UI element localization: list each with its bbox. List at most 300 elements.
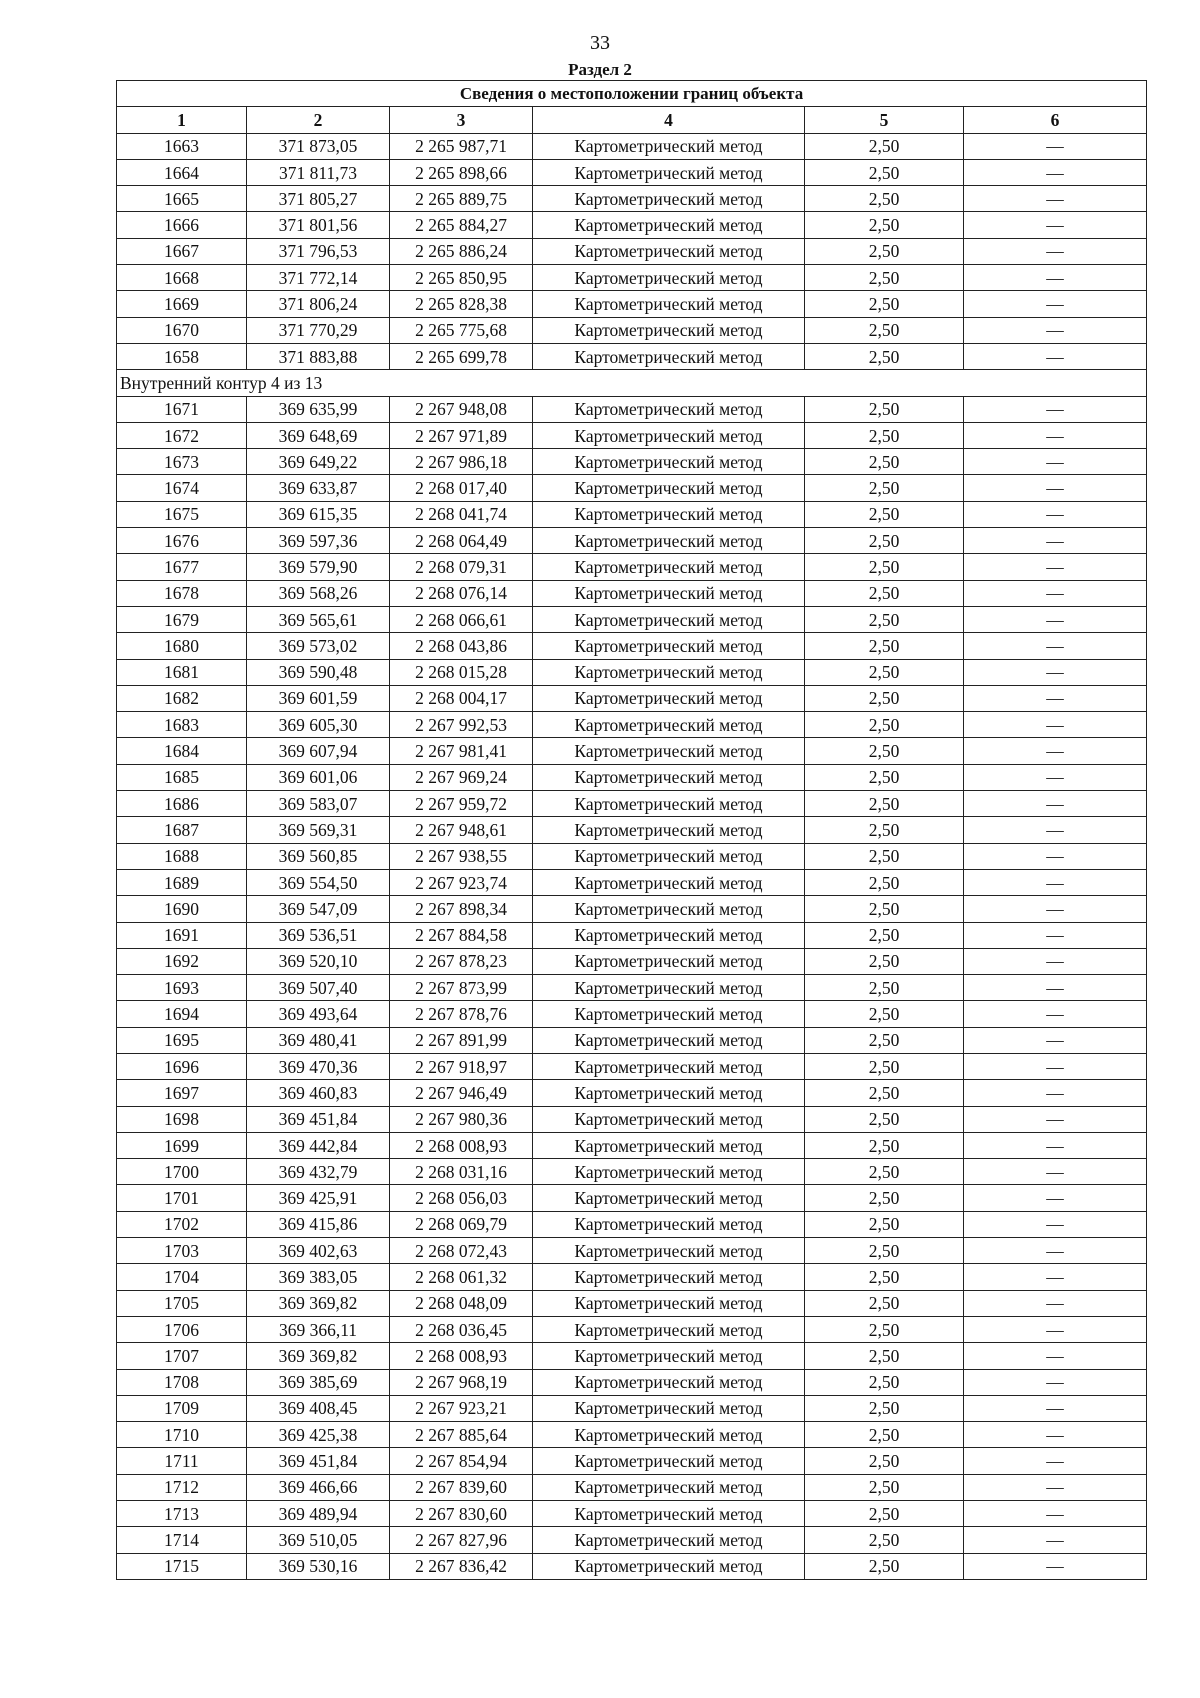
accuracy-cell: 2,50 xyxy=(805,133,964,159)
y-coordinate-cell: 2 268 064,49 xyxy=(390,528,533,554)
table-row xyxy=(117,343,1147,369)
description-cell: — xyxy=(964,449,1147,475)
method-cell: Картометрический метод xyxy=(533,606,805,632)
method-cell: Картометрический метод xyxy=(533,554,805,580)
point-number-cell: 1666 xyxy=(117,212,247,238)
accuracy-cell: 2,50 xyxy=(805,1395,964,1421)
table-row xyxy=(117,475,1147,501)
table-row xyxy=(117,449,1147,475)
description-cell: — xyxy=(964,159,1147,185)
accuracy-cell: 2,50 xyxy=(805,1053,964,1079)
method-cell: Картометрический метод xyxy=(533,1369,805,1395)
table-row xyxy=(117,1001,1147,1027)
table-row xyxy=(117,738,1147,764)
description-cell: — xyxy=(964,1501,1147,1527)
method-cell: Картометрический метод xyxy=(533,317,805,343)
table-row xyxy=(117,869,1147,895)
point-number-cell: 1699 xyxy=(117,1132,247,1158)
y-coordinate-cell: 2 268 079,31 xyxy=(390,554,533,580)
method-cell: Картометрический метод xyxy=(533,1316,805,1342)
point-number-cell: 1708 xyxy=(117,1369,247,1395)
x-coordinate-cell: 371 805,27 xyxy=(247,186,390,212)
table-row xyxy=(117,1290,1147,1316)
accuracy-cell: 2,50 xyxy=(805,1185,964,1211)
method-cell: Картометрический метод xyxy=(533,422,805,448)
description-cell: — xyxy=(964,633,1147,659)
column-header: 2 xyxy=(247,107,390,133)
x-coordinate-cell: 371 796,53 xyxy=(247,238,390,264)
y-coordinate-cell: 2 267 969,24 xyxy=(390,764,533,790)
accuracy-cell: 2,50 xyxy=(805,1106,964,1132)
method-cell: Картометрический метод xyxy=(533,1106,805,1132)
description-cell: — xyxy=(964,317,1147,343)
x-coordinate-cell: 369 635,99 xyxy=(247,396,390,422)
x-coordinate-cell: 369 369,82 xyxy=(247,1290,390,1316)
accuracy-cell: 2,50 xyxy=(805,685,964,711)
x-coordinate-cell: 369 369,82 xyxy=(247,1343,390,1369)
y-coordinate-cell: 2 267 891,99 xyxy=(390,1027,533,1053)
method-cell: Картометрический метод xyxy=(533,1159,805,1185)
method-cell: Картометрический метод xyxy=(533,791,805,817)
point-number-cell: 1698 xyxy=(117,1106,247,1132)
point-number-cell: 1675 xyxy=(117,501,247,527)
accuracy-cell: 2,50 xyxy=(805,1080,964,1106)
point-number-cell: 1676 xyxy=(117,528,247,554)
accuracy-cell: 2,50 xyxy=(805,1553,964,1579)
method-cell: Картометрический метод xyxy=(533,238,805,264)
x-coordinate-cell: 369 466,66 xyxy=(247,1474,390,1500)
accuracy-cell: 2,50 xyxy=(805,554,964,580)
x-coordinate-cell: 369 507,40 xyxy=(247,975,390,1001)
table-row xyxy=(117,1474,1147,1500)
method-cell: Картометрический метод xyxy=(533,1211,805,1237)
method-cell: Картометрический метод xyxy=(533,265,805,291)
table-row xyxy=(117,685,1147,711)
y-coordinate-cell: 2 267 830,60 xyxy=(390,1501,533,1527)
accuracy-cell: 2,50 xyxy=(805,343,964,369)
contour-row xyxy=(117,370,1147,396)
point-number-cell: 1672 xyxy=(117,422,247,448)
table-row xyxy=(117,554,1147,580)
point-number-cell: 1692 xyxy=(117,948,247,974)
description-cell: — xyxy=(964,1132,1147,1158)
description-cell: — xyxy=(964,896,1147,922)
method-cell: Картометрический метод xyxy=(533,159,805,185)
x-coordinate-cell: 369 366,11 xyxy=(247,1316,390,1342)
method-cell: Картометрический метод xyxy=(533,685,805,711)
table-row xyxy=(117,317,1147,343)
accuracy-cell: 2,50 xyxy=(805,633,964,659)
method-cell: Картометрический метод xyxy=(533,291,805,317)
description-cell: — xyxy=(964,1369,1147,1395)
x-coordinate-cell: 369 451,84 xyxy=(247,1106,390,1132)
description-cell: — xyxy=(964,1185,1147,1211)
method-cell: Картометрический метод xyxy=(533,528,805,554)
x-coordinate-cell: 369 432,79 xyxy=(247,1159,390,1185)
contour-label: Внутренний контур 4 из 13 xyxy=(117,370,1147,396)
x-coordinate-cell: 369 530,16 xyxy=(247,1553,390,1579)
method-cell: Картометрический метод xyxy=(533,475,805,501)
method-cell: Картометрический метод xyxy=(533,1448,805,1474)
point-number-cell: 1658 xyxy=(117,343,247,369)
point-number-cell: 1705 xyxy=(117,1290,247,1316)
accuracy-cell: 2,50 xyxy=(805,712,964,738)
x-coordinate-cell: 369 547,09 xyxy=(247,896,390,922)
table-row xyxy=(117,1448,1147,1474)
point-number-cell: 1709 xyxy=(117,1395,247,1421)
point-number-cell: 1665 xyxy=(117,186,247,212)
table-caption: Сведения о местоположении границ объекта xyxy=(117,81,1147,107)
accuracy-cell: 2,50 xyxy=(805,1448,964,1474)
method-cell: Картометрический метод xyxy=(533,1185,805,1211)
accuracy-cell: 2,50 xyxy=(805,606,964,632)
point-number-cell: 1669 xyxy=(117,291,247,317)
point-number-cell: 1694 xyxy=(117,1001,247,1027)
accuracy-cell: 2,50 xyxy=(805,1343,964,1369)
y-coordinate-cell: 2 267 854,94 xyxy=(390,1448,533,1474)
y-coordinate-cell: 2 265 699,78 xyxy=(390,343,533,369)
method-cell: Картометрический метод xyxy=(533,1290,805,1316)
accuracy-cell: 2,50 xyxy=(805,948,964,974)
description-cell: — xyxy=(964,343,1147,369)
description-cell: — xyxy=(964,396,1147,422)
x-coordinate-cell: 371 770,29 xyxy=(247,317,390,343)
table-row xyxy=(117,580,1147,606)
description-cell: — xyxy=(964,1316,1147,1342)
y-coordinate-cell: 2 267 836,42 xyxy=(390,1553,533,1579)
y-coordinate-cell: 2 265 828,38 xyxy=(390,291,533,317)
table-row xyxy=(117,1211,1147,1237)
y-coordinate-cell: 2 268 017,40 xyxy=(390,475,533,501)
method-cell: Картометрический метод xyxy=(533,1001,805,1027)
x-coordinate-cell: 369 615,35 xyxy=(247,501,390,527)
table-row xyxy=(117,1343,1147,1369)
description-cell: — xyxy=(964,1448,1147,1474)
x-coordinate-cell: 369 583,07 xyxy=(247,791,390,817)
table-row xyxy=(117,186,1147,212)
description-cell: — xyxy=(964,1395,1147,1421)
point-number-cell: 1678 xyxy=(117,580,247,606)
accuracy-cell: 2,50 xyxy=(805,422,964,448)
accuracy-cell: 2,50 xyxy=(805,238,964,264)
x-coordinate-cell: 369 470,36 xyxy=(247,1053,390,1079)
description-cell: — xyxy=(964,764,1147,790)
x-coordinate-cell: 369 601,59 xyxy=(247,685,390,711)
accuracy-cell: 2,50 xyxy=(805,738,964,764)
point-number-cell: 1696 xyxy=(117,1053,247,1079)
table-row xyxy=(117,1185,1147,1211)
method-cell: Картометрический метод xyxy=(533,1527,805,1553)
column-header: 1 xyxy=(117,107,247,133)
description-cell: — xyxy=(964,1474,1147,1500)
y-coordinate-cell: 2 267 938,55 xyxy=(390,843,533,869)
method-cell: Картометрический метод xyxy=(533,1343,805,1369)
point-number-cell: 1677 xyxy=(117,554,247,580)
y-coordinate-cell: 2 265 987,71 xyxy=(390,133,533,159)
accuracy-cell: 2,50 xyxy=(805,317,964,343)
column-header: 3 xyxy=(390,107,533,133)
accuracy-cell: 2,50 xyxy=(805,1211,964,1237)
accuracy-cell: 2,50 xyxy=(805,212,964,238)
description-cell: — xyxy=(964,922,1147,948)
method-cell: Картометрический метод xyxy=(533,133,805,159)
y-coordinate-cell: 2 268 072,43 xyxy=(390,1238,533,1264)
accuracy-cell: 2,50 xyxy=(805,922,964,948)
x-coordinate-cell: 369 520,10 xyxy=(247,948,390,974)
accuracy-cell: 2,50 xyxy=(805,159,964,185)
y-coordinate-cell: 2 267 918,97 xyxy=(390,1053,533,1079)
table-row xyxy=(117,1238,1147,1264)
point-number-cell: 1691 xyxy=(117,922,247,948)
description-cell: — xyxy=(964,948,1147,974)
point-number-cell: 1670 xyxy=(117,317,247,343)
description-cell: — xyxy=(964,1027,1147,1053)
y-coordinate-cell: 2 267 923,21 xyxy=(390,1395,533,1421)
accuracy-cell: 2,50 xyxy=(805,1527,964,1553)
y-coordinate-cell: 2 268 036,45 xyxy=(390,1316,533,1342)
description-cell: — xyxy=(964,1106,1147,1132)
point-number-cell: 1667 xyxy=(117,238,247,264)
description-cell: — xyxy=(964,212,1147,238)
y-coordinate-cell: 2 268 041,74 xyxy=(390,501,533,527)
method-cell: Картометрический метод xyxy=(533,896,805,922)
x-coordinate-cell: 369 385,69 xyxy=(247,1369,390,1395)
x-coordinate-cell: 369 510,05 xyxy=(247,1527,390,1553)
method-cell: Картометрический метод xyxy=(533,1238,805,1264)
x-coordinate-cell: 369 442,84 xyxy=(247,1132,390,1158)
description-cell: — xyxy=(964,738,1147,764)
x-coordinate-cell: 369 560,85 xyxy=(247,843,390,869)
method-cell: Картометрический метод xyxy=(533,1553,805,1579)
y-coordinate-cell: 2 265 889,75 xyxy=(390,186,533,212)
table-row xyxy=(117,265,1147,291)
x-coordinate-cell: 369 415,86 xyxy=(247,1211,390,1237)
method-cell: Картометрический метод xyxy=(533,869,805,895)
x-coordinate-cell: 369 649,22 xyxy=(247,449,390,475)
accuracy-cell: 2,50 xyxy=(805,265,964,291)
y-coordinate-cell: 2 267 971,89 xyxy=(390,422,533,448)
y-coordinate-cell: 2 268 004,17 xyxy=(390,685,533,711)
table-row xyxy=(117,606,1147,632)
x-coordinate-cell: 369 597,36 xyxy=(247,528,390,554)
x-coordinate-cell: 369 383,05 xyxy=(247,1264,390,1290)
description-cell: — xyxy=(964,869,1147,895)
accuracy-cell: 2,50 xyxy=(805,975,964,1001)
method-cell: Картометрический метод xyxy=(533,449,805,475)
table-row xyxy=(117,1369,1147,1395)
table-row xyxy=(117,817,1147,843)
point-number-cell: 1686 xyxy=(117,791,247,817)
accuracy-cell: 2,50 xyxy=(805,1501,964,1527)
x-coordinate-cell: 369 451,84 xyxy=(247,1448,390,1474)
x-coordinate-cell: 369 536,51 xyxy=(247,922,390,948)
method-cell: Картометрический метод xyxy=(533,948,805,974)
accuracy-cell: 2,50 xyxy=(805,1132,964,1158)
x-coordinate-cell: 369 605,30 xyxy=(247,712,390,738)
accuracy-cell: 2,50 xyxy=(805,580,964,606)
point-number-cell: 1671 xyxy=(117,396,247,422)
x-coordinate-cell: 371 873,05 xyxy=(247,133,390,159)
accuracy-cell: 2,50 xyxy=(805,528,964,554)
description-cell: — xyxy=(964,1553,1147,1579)
method-cell: Картометрический метод xyxy=(533,975,805,1001)
description-cell: — xyxy=(964,238,1147,264)
y-coordinate-cell: 2 267 992,53 xyxy=(390,712,533,738)
y-coordinate-cell: 2 267 878,76 xyxy=(390,1001,533,1027)
x-coordinate-cell: 369 493,64 xyxy=(247,1001,390,1027)
x-coordinate-cell: 371 811,73 xyxy=(247,159,390,185)
y-coordinate-cell: 2 268 056,03 xyxy=(390,1185,533,1211)
description-cell: — xyxy=(964,712,1147,738)
description-cell: — xyxy=(964,1211,1147,1237)
y-coordinate-cell: 2 265 886,24 xyxy=(390,238,533,264)
point-number-cell: 1687 xyxy=(117,817,247,843)
method-cell: Картометрический метод xyxy=(533,764,805,790)
x-coordinate-cell: 371 806,24 xyxy=(247,291,390,317)
x-coordinate-cell: 369 590,48 xyxy=(247,659,390,685)
accuracy-cell: 2,50 xyxy=(805,1238,964,1264)
y-coordinate-cell: 2 267 885,64 xyxy=(390,1422,533,1448)
x-coordinate-cell: 369 633,87 xyxy=(247,475,390,501)
method-cell: Картометрический метод xyxy=(533,1264,805,1290)
table-row xyxy=(117,633,1147,659)
y-coordinate-cell: 2 267 898,34 xyxy=(390,896,533,922)
x-coordinate-cell: 369 601,06 xyxy=(247,764,390,790)
point-number-cell: 1712 xyxy=(117,1474,247,1500)
method-cell: Картометрический метод xyxy=(533,1474,805,1500)
method-cell: Картометрический метод xyxy=(533,1501,805,1527)
point-number-cell: 1695 xyxy=(117,1027,247,1053)
accuracy-cell: 2,50 xyxy=(805,869,964,895)
description-cell: — xyxy=(964,554,1147,580)
method-cell: Картометрический метод xyxy=(533,1422,805,1448)
accuracy-cell: 2,50 xyxy=(805,1369,964,1395)
description-cell: — xyxy=(964,1527,1147,1553)
point-number-cell: 1684 xyxy=(117,738,247,764)
description-cell: — xyxy=(964,685,1147,711)
point-number-cell: 1703 xyxy=(117,1238,247,1264)
method-cell: Картометрический метод xyxy=(533,1027,805,1053)
table-row xyxy=(117,791,1147,817)
y-coordinate-cell: 2 267 986,18 xyxy=(390,449,533,475)
table-row xyxy=(117,1106,1147,1132)
column-header: 5 xyxy=(805,107,964,133)
accuracy-cell: 2,50 xyxy=(805,396,964,422)
accuracy-cell: 2,50 xyxy=(805,1474,964,1500)
accuracy-cell: 2,50 xyxy=(805,501,964,527)
table-row xyxy=(117,1264,1147,1290)
point-number-cell: 1685 xyxy=(117,764,247,790)
accuracy-cell: 2,50 xyxy=(805,1422,964,1448)
boundary-coordinates-table xyxy=(116,80,1147,1580)
table-row xyxy=(117,1395,1147,1421)
accuracy-cell: 2,50 xyxy=(805,186,964,212)
method-cell: Картометрический метод xyxy=(533,817,805,843)
y-coordinate-cell: 2 268 069,79 xyxy=(390,1211,533,1237)
x-coordinate-cell: 369 579,90 xyxy=(247,554,390,580)
point-number-cell: 1700 xyxy=(117,1159,247,1185)
y-coordinate-cell: 2 267 981,41 xyxy=(390,738,533,764)
accuracy-cell: 2,50 xyxy=(805,791,964,817)
description-cell: — xyxy=(964,1238,1147,1264)
point-number-cell: 1715 xyxy=(117,1553,247,1579)
x-coordinate-cell: 369 425,91 xyxy=(247,1185,390,1211)
y-coordinate-cell: 2 265 884,27 xyxy=(390,212,533,238)
description-cell: — xyxy=(964,975,1147,1001)
y-coordinate-cell: 2 265 775,68 xyxy=(390,317,533,343)
point-number-cell: 1688 xyxy=(117,843,247,869)
y-coordinate-cell: 2 267 884,58 xyxy=(390,922,533,948)
method-cell: Картометрический метод xyxy=(533,396,805,422)
method-cell: Картометрический метод xyxy=(533,1080,805,1106)
y-coordinate-cell: 2 267 948,08 xyxy=(390,396,533,422)
table-row xyxy=(117,1553,1147,1579)
table-row xyxy=(117,396,1147,422)
accuracy-cell: 2,50 xyxy=(805,896,964,922)
description-cell: — xyxy=(964,606,1147,632)
point-number-cell: 1681 xyxy=(117,659,247,685)
column-header: 4 xyxy=(533,107,805,133)
point-number-cell: 1673 xyxy=(117,449,247,475)
y-coordinate-cell: 2 268 008,93 xyxy=(390,1132,533,1158)
method-cell: Картометрический метод xyxy=(533,1053,805,1079)
x-coordinate-cell: 369 573,02 xyxy=(247,633,390,659)
accuracy-cell: 2,50 xyxy=(805,1159,964,1185)
table-row xyxy=(117,764,1147,790)
method-cell: Картометрический метод xyxy=(533,343,805,369)
accuracy-cell: 2,50 xyxy=(805,475,964,501)
y-coordinate-cell: 2 268 015,28 xyxy=(390,659,533,685)
y-coordinate-cell: 2 267 946,49 xyxy=(390,1080,533,1106)
description-cell: — xyxy=(964,659,1147,685)
x-coordinate-cell: 369 607,94 xyxy=(247,738,390,764)
point-number-cell: 1663 xyxy=(117,133,247,159)
point-number-cell: 1707 xyxy=(117,1343,247,1369)
y-coordinate-cell: 2 268 066,61 xyxy=(390,606,533,632)
y-coordinate-cell: 2 267 968,19 xyxy=(390,1369,533,1395)
description-cell: — xyxy=(964,1422,1147,1448)
accuracy-cell: 2,50 xyxy=(805,1316,964,1342)
table-row xyxy=(117,922,1147,948)
table-row xyxy=(117,1527,1147,1553)
accuracy-cell: 2,50 xyxy=(805,1001,964,1027)
table-row xyxy=(117,1080,1147,1106)
description-cell: — xyxy=(964,1080,1147,1106)
method-cell: Картометрический метод xyxy=(533,186,805,212)
y-coordinate-cell: 2 268 076,14 xyxy=(390,580,533,606)
y-coordinate-cell: 2 268 031,16 xyxy=(390,1159,533,1185)
point-number-cell: 1714 xyxy=(117,1527,247,1553)
method-cell: Картометрический метод xyxy=(533,843,805,869)
point-number-cell: 1690 xyxy=(117,896,247,922)
x-coordinate-cell: 369 554,50 xyxy=(247,869,390,895)
method-cell: Картометрический метод xyxy=(533,1132,805,1158)
table-row xyxy=(117,948,1147,974)
y-coordinate-cell: 2 268 048,09 xyxy=(390,1290,533,1316)
y-coordinate-cell: 2 267 873,99 xyxy=(390,975,533,1001)
description-cell: — xyxy=(964,291,1147,317)
description-cell: — xyxy=(964,1053,1147,1079)
point-number-cell: 1697 xyxy=(117,1080,247,1106)
table-row xyxy=(117,1501,1147,1527)
description-cell: — xyxy=(964,265,1147,291)
method-cell: Картометрический метод xyxy=(533,659,805,685)
table-row xyxy=(117,528,1147,554)
point-number-cell: 1668 xyxy=(117,265,247,291)
y-coordinate-cell: 2 267 878,23 xyxy=(390,948,533,974)
accuracy-cell: 2,50 xyxy=(805,291,964,317)
accuracy-cell: 2,50 xyxy=(805,449,964,475)
